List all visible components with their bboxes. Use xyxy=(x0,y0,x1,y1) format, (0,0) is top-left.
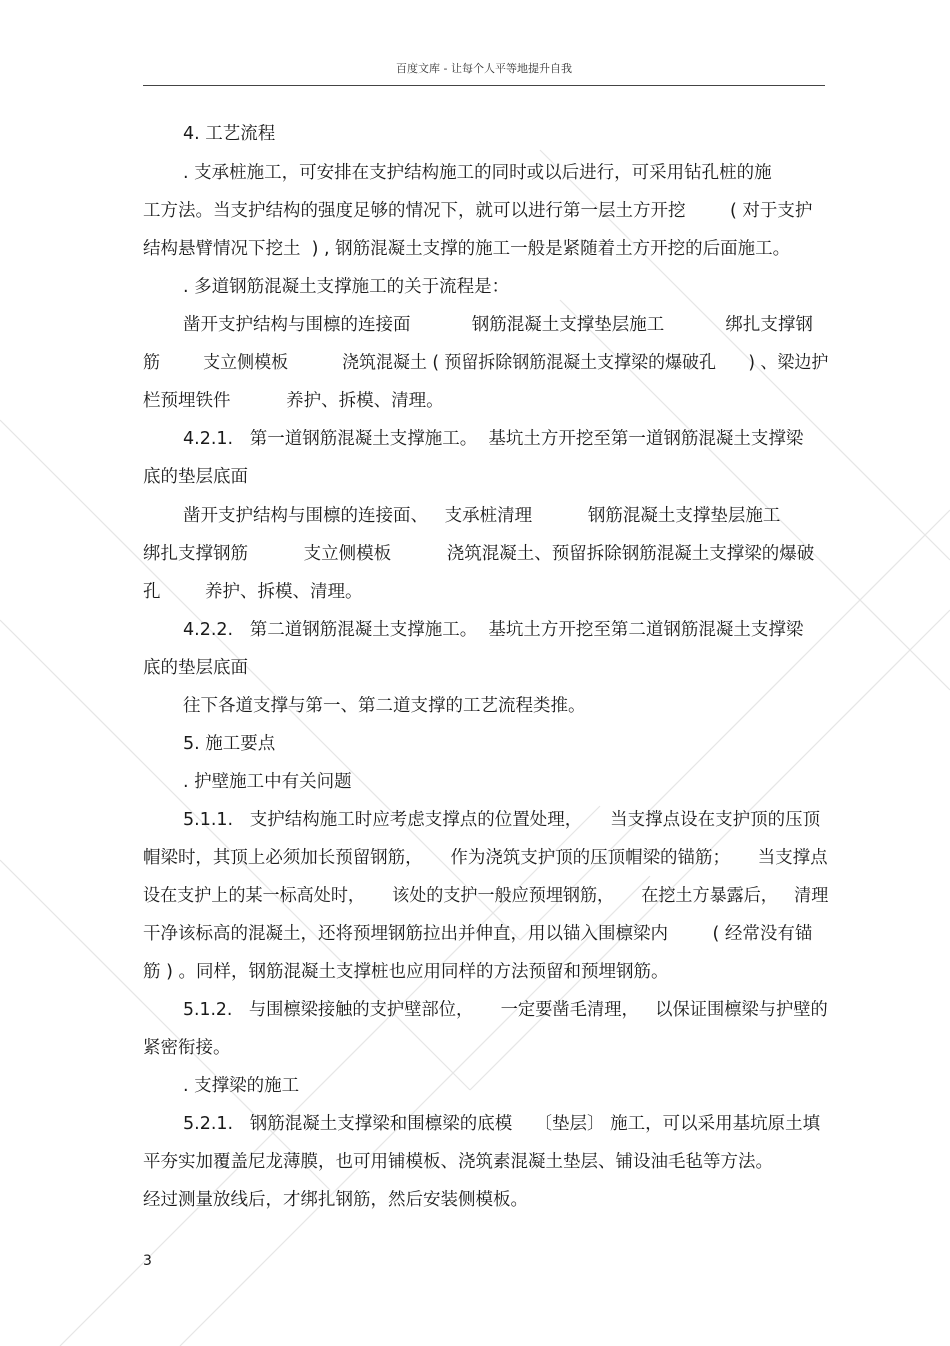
text-line: 凿开支护结构与围檩的连接面、 支承桩清理 钢筋混凝土支撑垫层施工 xyxy=(183,506,781,526)
text-line: . 支承桩施工，可安排在支护结构施工的同时或以后进行，可采用钻孔桩的施 xyxy=(183,163,772,183)
text-line: 结构悬臂情况下挖土 ) , 钢筋混凝土支撑的施工一般是紧随着土方开挖的后面施工。 xyxy=(143,239,791,259)
text-line: . 多道钢筋混凝土支撑施工的关于流程是： xyxy=(183,277,510,297)
text-line: 帽梁时，其顶上必须加长预留钢筋， 作为浇筑支护顶的压顶帽梁的锚筋； 当支撑点 xyxy=(143,848,828,868)
page-number: 3 xyxy=(143,1253,152,1269)
text-line: 4. 工艺流程 xyxy=(183,124,276,144)
text-line: 4.2.1. 第一道钢筋混凝土支撑施工。 基坑土方开挖至第一道钢筋混凝土支撑梁 xyxy=(183,429,804,449)
text-line: 孔 养护、拆模、清理。 xyxy=(143,582,363,602)
text-line: 筋 ) 。同样，钢筋混凝土支撑桩也应用同样的方法预留和预埋钢筋。 xyxy=(143,962,669,982)
text-line: 平夯实加覆盖尼龙薄膜，也可用铺模板、浇筑素混凝土垫层、铺设油毛毡等方法。 xyxy=(143,1152,773,1172)
text-line: 筋 支立侧模板 浇筑混凝土 ( 预留拆除钢筋混凝土支撑梁的爆破孔 ) 、梁边护 xyxy=(143,353,829,373)
text-line: 5.2.1. 钢筋混凝土支撑梁和围檩梁的底模 〔垫层〕 施工，可以采用基坑原土填 xyxy=(183,1114,821,1134)
text-line: 绑扎支撑钢筋 支立侧模板 浇筑混凝土、预留拆除钢筋混凝土支撑梁的爆破 xyxy=(143,544,815,564)
text-line: 5. 施工要点 xyxy=(183,734,276,754)
text-line: 5.1.2. 与围檩梁接触的支护壁部位， 一定要凿毛清理， 以保证围檩梁与护壁的 xyxy=(183,1000,828,1020)
text-line: 4.2.2. 第二道钢筋混凝土支撑施工。 基坑土方开挖至第二道钢筋混凝土支撑梁 xyxy=(183,620,804,640)
text-line: 5.1.1. 支护结构施工时应考虑支撑点的位置处理， 当支撑点设在支护顶的压顶 xyxy=(183,810,821,830)
text-line: 底的垫层底面 xyxy=(143,467,248,487)
text-line: 底的垫层底面 xyxy=(143,658,248,678)
text-line: . 支撑梁的施工 xyxy=(183,1076,300,1096)
text-line: 凿开支护结构与围檩的连接面 钢筋混凝土支撑垫层施工 绑扎支撑钢 xyxy=(183,315,813,335)
text-line: 栏预埋铁件 养护、拆模、清理。 xyxy=(143,391,444,411)
text-line: 设在支护上的某一标高处时， 该处的支护一般应预埋钢筋， 在挖土方暴露后， 清理 xyxy=(143,886,829,906)
text-line: . 护壁施工中有关问题 xyxy=(183,772,352,792)
text-line: 工方法。当支护结构的强度足够的情况下，就可以进行第一层土方开挖 ( 对于支护 xyxy=(143,201,813,221)
page-header: 百度文库 - 让每个人平等地提升自我 xyxy=(396,62,572,75)
text-line: 紧密衔接。 xyxy=(143,1038,231,1058)
text-line: 经过测量放线后，才绑扎钢筋，然后安装侧模板。 xyxy=(143,1190,528,1210)
text-line: 干净该标高的混凝土，还将预埋钢筋拉出并伸直，用以锚入围檩梁内 ( 经常没有锚 xyxy=(143,924,813,944)
text-line: 往下各道支撑与第一、第二道支撑的工艺流程类推。 xyxy=(183,696,586,716)
